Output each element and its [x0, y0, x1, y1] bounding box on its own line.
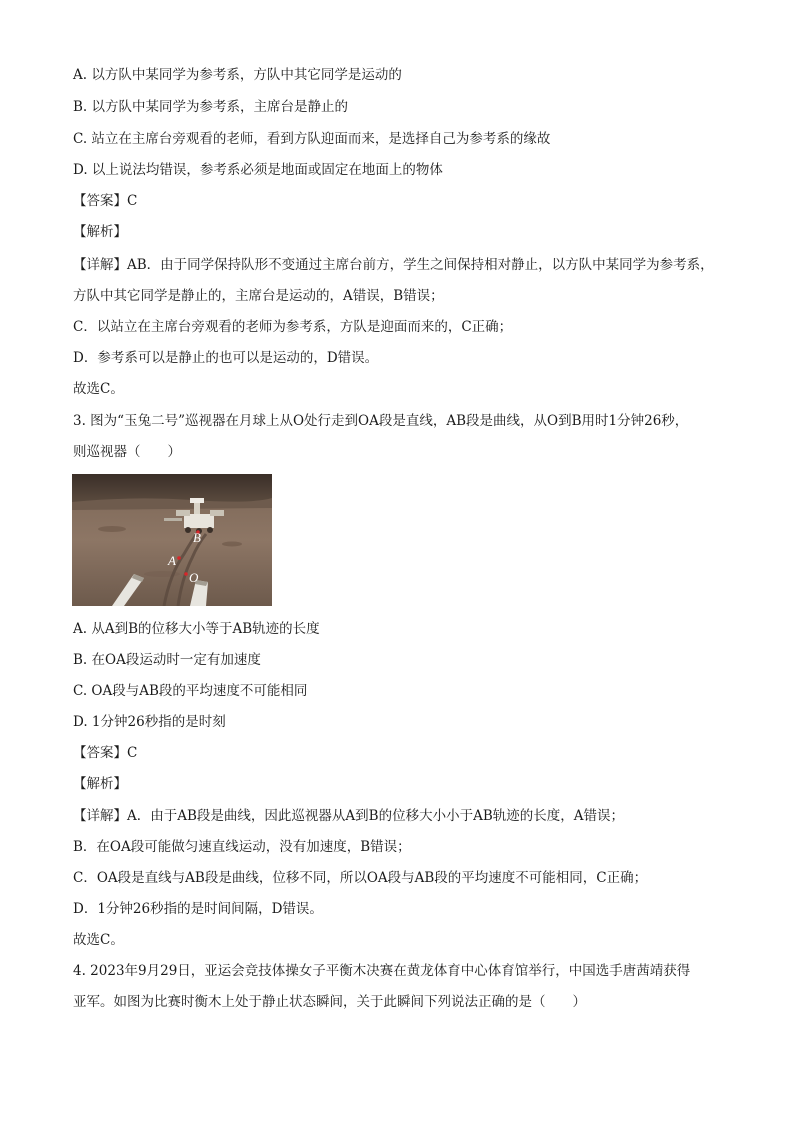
answer-value: C: [127, 193, 138, 209]
q3-stem-line2: 则巡视器（ ）: [73, 444, 181, 460]
q4-stem-line2: 亚军。如图为比赛时衡木上处于静止状态瞬间，关于此瞬间下列说法正确的是（ ）: [73, 994, 586, 1010]
q2-detail-line1: 【详解】AB．由于同学保持队形不变通过主席台前方，学生之间保持相对静止，以方队中某同学为参考系，: [73, 257, 714, 273]
q3-option-c: C. OA段与AB段的平均速度不可能相同: [73, 683, 308, 699]
q2-answer: [73, 192, 137, 210]
q3-option-d: D. 1分钟26秒指的是时刻: [73, 714, 226, 730]
q2-conclusion: 故选C。: [73, 381, 124, 397]
label-a: A: [168, 553, 176, 568]
q3-analysis-label: 【解析】: [73, 776, 127, 792]
q3-conclusion: 故选C。: [73, 932, 124, 948]
q2-option-b: B. 以方队中某同学为参考系，主席台是静止的: [73, 99, 349, 115]
answer-label: 【答案】: [73, 745, 127, 761]
answer-label: 【答案】: [73, 193, 127, 209]
q3-option-a: A. 从A到B的位移大小等于AB轨迹的长度: [73, 621, 320, 637]
label-o: O: [189, 570, 199, 585]
q4-stem-line1: 4. 2023年9月29日，亚运会竞技体操女子平衡木决赛在黄龙体育中心体育馆举行，中国选手唐茜靖获得: [73, 963, 691, 979]
q2-option-a: A. 以方队中某同学为参考系，方队中其它同学是运动的: [73, 67, 402, 83]
answer-value: C: [127, 745, 138, 761]
q3-detail-line3: C．OA段是直线与AB段是曲线，位移不同，所以OA段与AB段的平均速度不可能相同，C正确；: [73, 870, 648, 886]
q3-detail-line4: D．1分钟26秒指的是时间间隔，D错误。: [73, 901, 323, 917]
q2-analysis-label: 【解析】: [73, 224, 127, 240]
q2-option-c: C. 站立在主席台旁观看的老师，看到方队迎面而来，是选择自己为参考系的缘故: [73, 131, 551, 147]
q3-stem-line1: 3. 图为“玉兔二号”巡视器在月球上从O处行走到OA段是直线，AB段是曲线，从O到B用时1分钟26秒，: [73, 413, 689, 429]
rover-photo: [72, 474, 272, 606]
q3-detail-line2: B．在OA段可能做匀速直线运动，没有加速度，B错误；: [73, 839, 411, 855]
q2-detail-line2: 方队中其它同学是静止的，主席台是运动的，A错误，B错误；: [73, 288, 444, 304]
q2-detail-line3: C．以站立在主席台旁观看的老师为参考系，方队是迎面而来的，C正确；: [73, 319, 513, 335]
label-b: B: [193, 530, 201, 545]
q3-option-b: B. 在OA段运动时一定有加速度: [73, 652, 261, 668]
q3-answer: [73, 744, 137, 762]
q2-detail-line4: D．参考系可以是静止的也可以是运动的，D错误。: [73, 350, 379, 366]
q2-option-d: D. 以上说法均错误，参考系必须是地面或固定在地面上的物体: [73, 162, 443, 178]
q3-detail-line1: 【详解】A．由于AB段是曲线，因此巡视器从A到B的位移大小小于AB轨迹的长度，A错误；: [73, 808, 625, 824]
